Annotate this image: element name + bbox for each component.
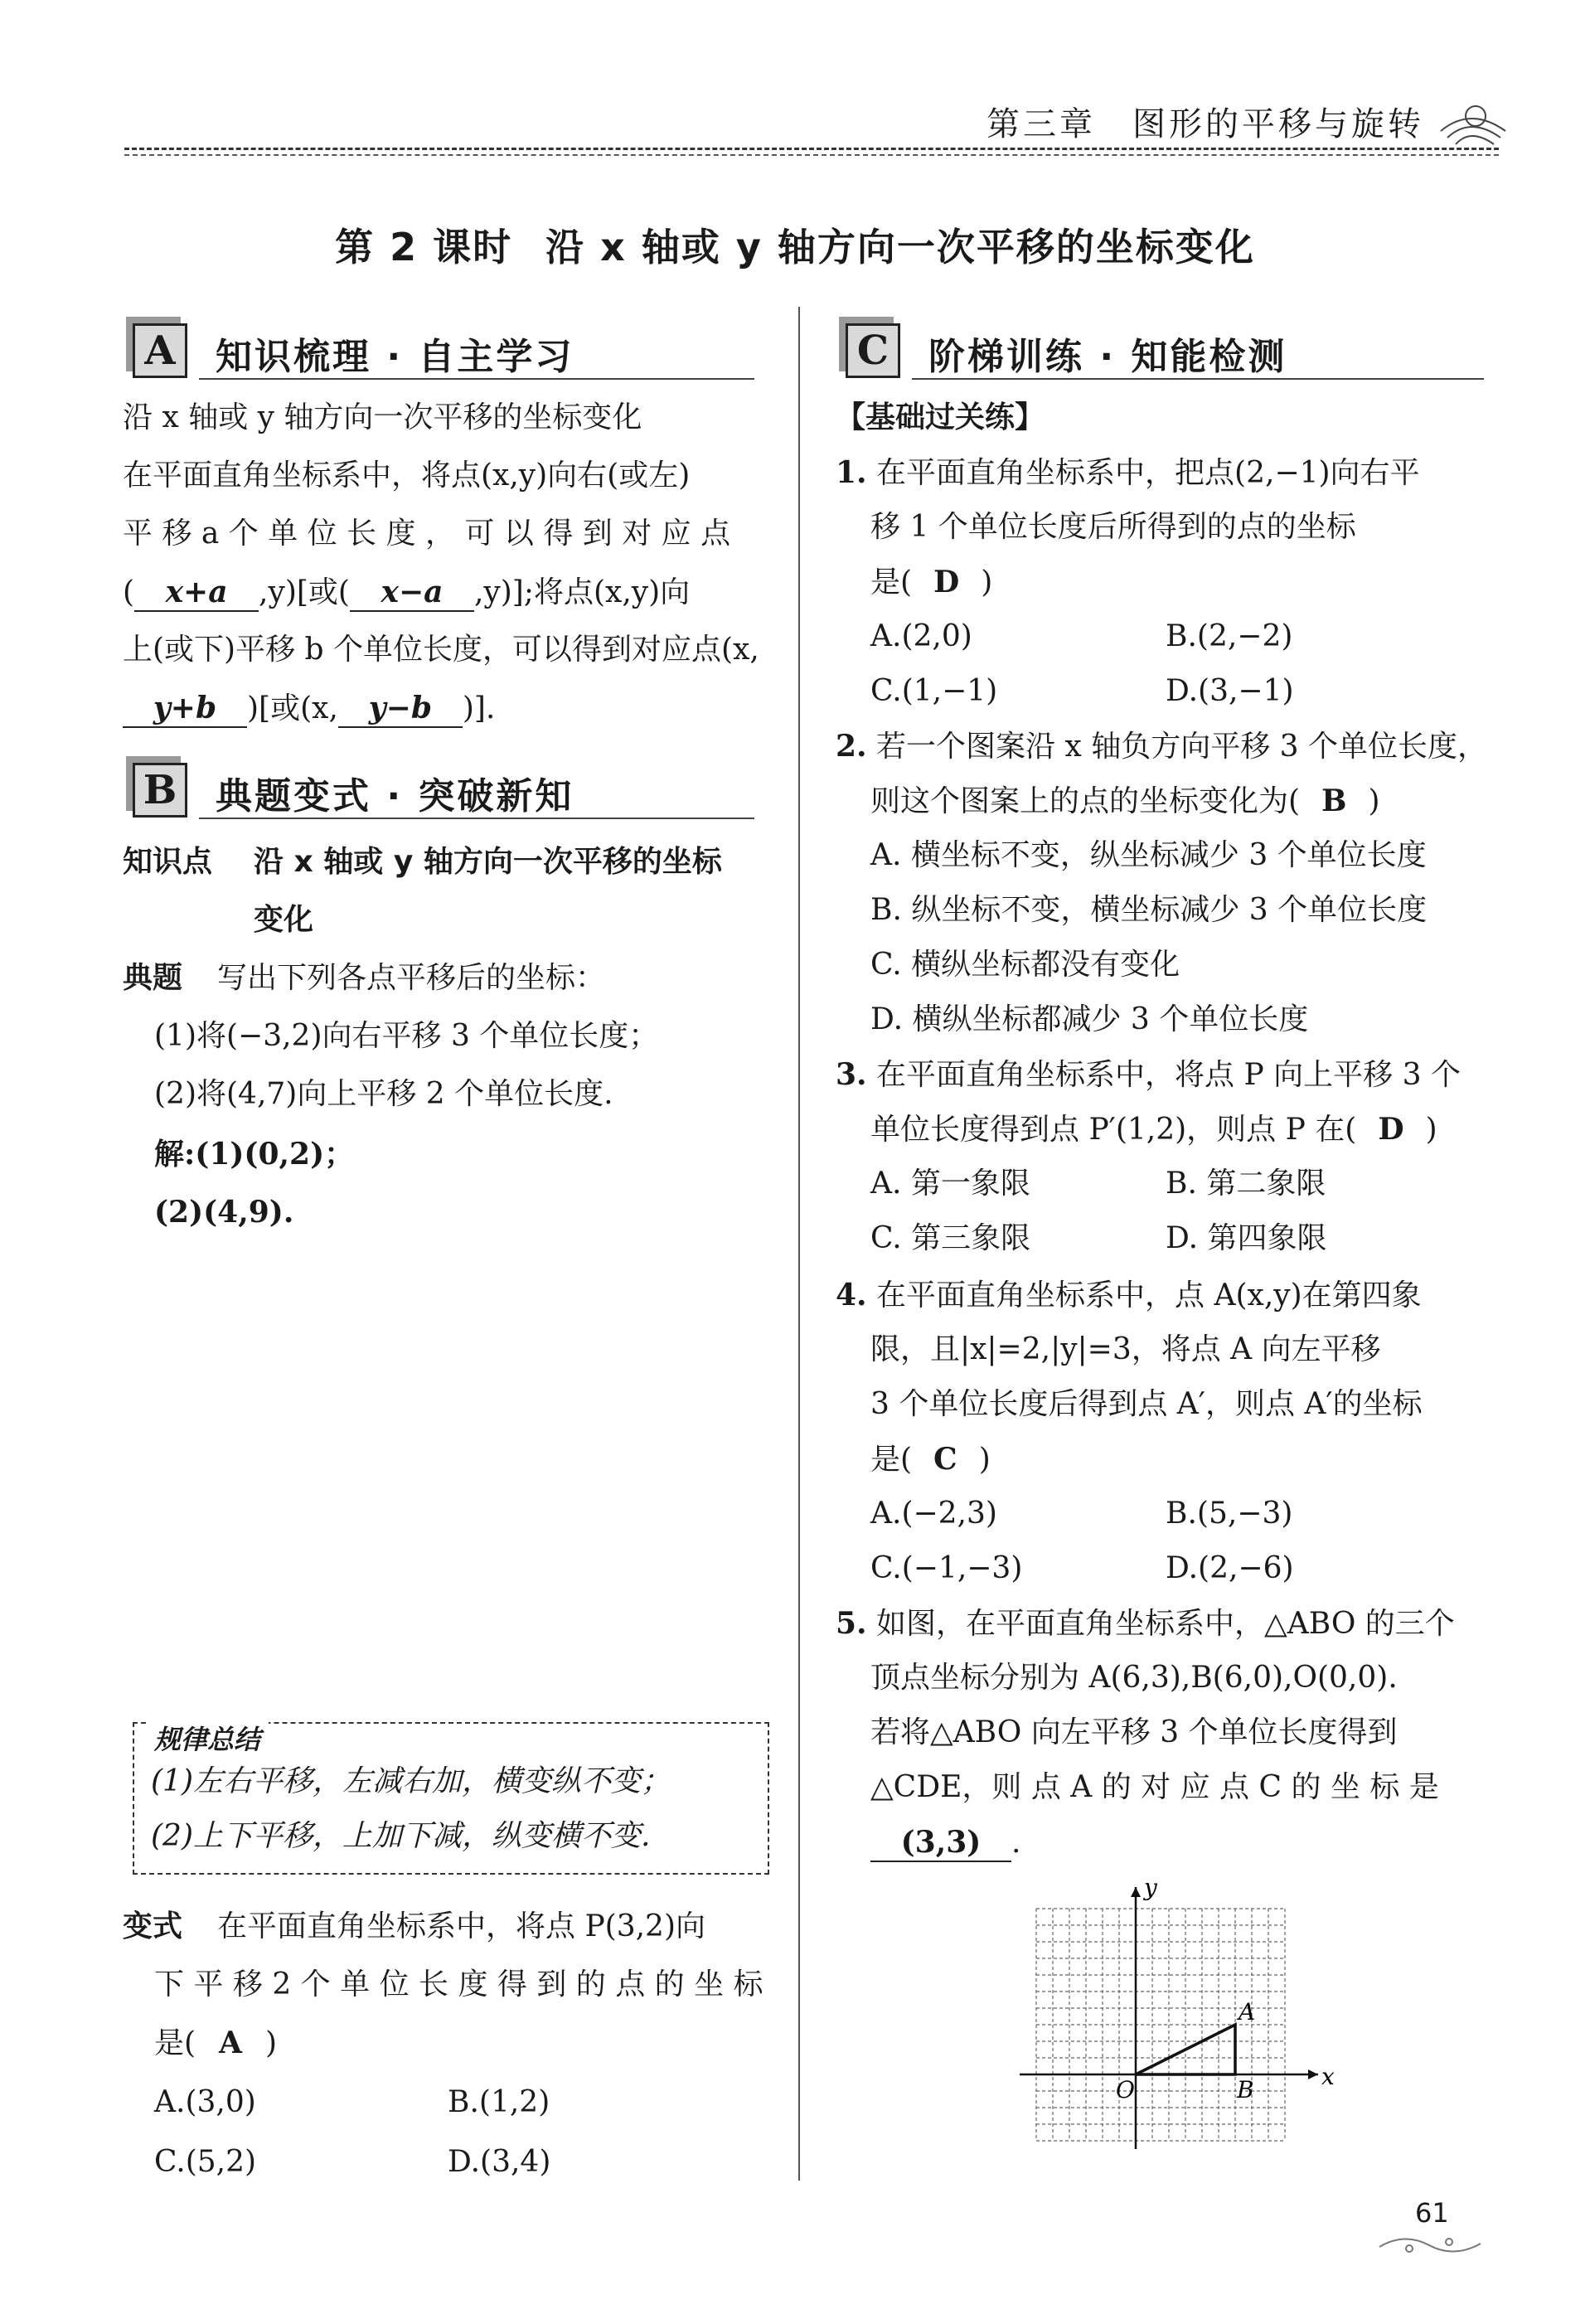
summary-box: [133, 1722, 769, 1875]
q3-option-a: A. 第一象限: [870, 1167, 1030, 1201]
q3-line1: [836, 1056, 1461, 1094]
q5-line1: [836, 1605, 1455, 1642]
header-rule: [124, 148, 1499, 150]
point-b-label: B: [1237, 2076, 1254, 2103]
q4-option-b: B.(5,−3): [1166, 1497, 1293, 1531]
variant-option-d: D.(3,4): [448, 2145, 551, 2179]
q2-option-d: D. 横纵坐标都减少 3 个单位长度: [870, 1002, 1309, 1036]
section-a-letter: A: [133, 323, 187, 378]
section-b-header: [133, 754, 754, 824]
q3-answer: D: [1378, 1112, 1404, 1147]
variant-text-1: 在平面直角坐标系中，将点 P(3,2)向: [217, 1909, 706, 1943]
q2-number: 2.: [836, 729, 867, 764]
q2-option-c: C. 横纵坐标都没有变化: [870, 948, 1180, 982]
running-head: 第三章 图形的平移与旋转: [986, 105, 1424, 143]
q5-line5: [870, 1824, 1020, 1862]
q5-line3: 若将△ABO 向左平移 3 个单位长度得到: [870, 1715, 1398, 1749]
q2-text-1: 若一个图案沿 x 轴负方向平移 3 个单位长度，: [876, 730, 1488, 764]
variant-text-2: 下 平 移 2 个 单 位 长 度 得 到 的 点 的 坐 标: [154, 1967, 763, 2001]
q1-option-a: A.(2,0): [870, 619, 972, 653]
q5-text-1: 如图，在平面直角坐标系中，△ABO 的三个: [876, 1607, 1455, 1641]
x-axis-label: x: [1321, 2063, 1335, 2090]
q4-ans-post: ): [978, 1443, 991, 1477]
section-a-line5: 上(或下)平移 b 个单位长度，可以得到对应点(x,: [123, 633, 759, 667]
q2-option-a: A. 横坐标不变，纵坐标减少 3 个单位长度: [870, 838, 1427, 872]
knowledge-point-label: 知识点: [123, 845, 213, 879]
q4-ans-pre: 是(: [870, 1443, 913, 1477]
knowledge-point-text-1: 沿 x 轴或 y 轴方向一次平移的坐标: [254, 845, 722, 879]
section-b-title: 典题变式 · 突破新知: [216, 775, 574, 818]
q5-line2: 顶点坐标分别为 A(6,3),B(6,0),O(0,0).: [870, 1661, 1398, 1695]
q1-line2: 移 1 个单位长度后所得到的点的坐标: [870, 510, 1356, 544]
q3-text-1: 在平面直角坐标系中，将点 P 向上平移 3 个: [876, 1058, 1461, 1092]
origin-label: O: [1116, 2076, 1135, 2103]
fill-blank-1: x+a: [134, 574, 259, 612]
q1-line1: [836, 454, 1420, 492]
section-a-line2: 在平面直角坐标系中，将点(x,y)向右(或左): [123, 458, 691, 492]
q2-line1: [836, 728, 1487, 765]
lesson-title: [0, 217, 1590, 272]
y-axis-arrow-icon: [1131, 1887, 1141, 1897]
q2-option-b: B. 纵坐标不变，横坐标减少 3 个单位长度: [870, 893, 1428, 927]
x-axis-arrow-icon: [1308, 2069, 1318, 2079]
q1-option-b: B.(2,−2): [1166, 619, 1293, 653]
q1-line3: [870, 564, 992, 601]
q3-ans-post: ): [1425, 1113, 1437, 1147]
variant-option-b: B.(1,2): [448, 2085, 550, 2119]
y-axis-label: y: [1144, 1875, 1157, 1901]
summary-line-2: (2)上下平移，上加下减，纵变横不变.: [151, 1819, 651, 1853]
q1-number: 1.: [836, 455, 867, 490]
q4-line2: 限，且|x|=2,|y|=3，将点 A 向左平移: [870, 1332, 1381, 1366]
fill-blank-3: y+b: [123, 690, 247, 728]
summary-line-1: (1)左右平移，左减右加，横变纵不变；: [151, 1764, 671, 1798]
q5-answer: (3,3): [870, 1824, 1011, 1862]
line4-mid: ,y)[或(: [259, 575, 350, 609]
example-text: 写出下列各点平移后的坐标：: [217, 961, 606, 995]
section-a-rule: [199, 378, 754, 380]
q5-end: .: [1011, 1826, 1021, 1860]
section-c-title: 阶梯训练 · 知能检测: [928, 336, 1287, 378]
q1-answer: D: [933, 565, 960, 599]
q1-option-d: D.(3,−1): [1166, 674, 1294, 708]
q4-line1: [836, 1277, 1422, 1314]
footer-ornament-icon: [1376, 2230, 1484, 2259]
section-c-rule: [912, 378, 1484, 380]
header-ornament-icon: [1432, 98, 1509, 148]
q2-answer: B: [1321, 784, 1347, 818]
q1-ans-pre: 是(: [870, 565, 913, 599]
variant-answer-pre: 是(: [154, 2026, 196, 2060]
q4-option-d: D.(2,−6): [1166, 1551, 1294, 1585]
lesson-number: 第 2 课时: [335, 225, 513, 269]
variant-option-c: C.(5,2): [154, 2145, 257, 2179]
variant-option-a: A.(3,0): [154, 2085, 256, 2119]
q5-line4: △CDE，则 点 A 的 对 应 点 C 的 坐 标 是: [870, 1770, 1439, 1804]
section-c-letter: C: [846, 323, 900, 378]
q2-ans-post: ): [1368, 784, 1380, 818]
variant-text-3: [154, 2025, 277, 2062]
q3-number: 3.: [836, 1057, 867, 1092]
section-a-line3: 平 移 a 个 单 位 长 度 ， 可 以 得 到 对 应 点: [123, 517, 731, 551]
q5-number: 5.: [836, 1606, 867, 1641]
q4-option-c: C.(−1,−3): [870, 1551, 1023, 1585]
q4-text-1: 在平面直角坐标系中，点 A(x,y)在第四象: [876, 1278, 1422, 1312]
page-number: 61: [1415, 2197, 1449, 2229]
section-a-line4: [123, 574, 690, 612]
q1-ans-post: ): [981, 565, 993, 599]
header-rule-secondary: [124, 154, 1499, 156]
q4-line3: 3 个单位长度后得到点 A′，则点 A′的坐标: [870, 1387, 1423, 1421]
q4-line4: [870, 1441, 991, 1478]
fill-blank-2: x−a: [350, 574, 474, 612]
line4-post: ,y)];将点(x,y)向: [473, 575, 691, 609]
q2-ans-pre: 则这个图案上的点的坐标变化为(: [870, 784, 1301, 818]
q3-ans-pre: 单位长度得到点 P′(1,2)，则点 P 在(: [870, 1113, 1357, 1147]
q3-option-b: B. 第二象限: [1166, 1167, 1326, 1201]
variant-label: 变式: [123, 1909, 183, 1943]
section-b-rule: [199, 818, 754, 819]
section-a-line1: 沿 x 轴或 y 轴方向一次平移的坐标变化: [123, 400, 642, 434]
q5-coordinate-figure: [1003, 1875, 1351, 2157]
point-a-label: A: [1239, 1998, 1256, 2026]
column-divider: [798, 307, 800, 2181]
line4-pre: (: [123, 575, 135, 609]
q4-answer: C: [933, 1442, 957, 1477]
example-q2: (2)将(4,7)向上平移 2 个单位长度.: [154, 1077, 613, 1111]
example-answer-1: 解:(1)(0,2)；: [154, 1137, 355, 1172]
example-answer-2: (2)(4,9).: [154, 1195, 294, 1230]
q4-option-a: A.(−2,3): [870, 1497, 997, 1531]
line6-post: )].: [462, 691, 496, 725]
q4-number: 4.: [836, 1278, 867, 1312]
q3-line2: [870, 1111, 1437, 1148]
variant-answer-post: ): [264, 2026, 278, 2060]
q1-text-1: 在平面直角坐标系中，把点(2,−1)向右平: [876, 456, 1420, 490]
basic-practice-subhead: 【基础过关练】: [836, 400, 1045, 434]
section-a-line6: [123, 690, 495, 728]
variant-answer: A: [219, 2026, 242, 2060]
section-c-header: [846, 315, 1484, 385]
q2-line2: [870, 783, 1380, 820]
fill-blank-4: y−b: [338, 690, 463, 728]
summary-title: 规律总结: [146, 1719, 269, 1757]
example-q1: (1)将(−3,2)向右平移 3 个单位长度；: [154, 1019, 659, 1053]
q3-option-d: D. 第四象限: [1166, 1221, 1327, 1255]
line6-mid: )[或(x,: [247, 691, 338, 725]
lesson-title-text: 沿 x 轴或 y 轴方向一次平移的坐标变化: [545, 225, 1255, 269]
example-label: 典题: [123, 961, 183, 995]
knowledge-point-text-2: 变化: [254, 903, 314, 937]
q1-option-c: C.(1,−1): [870, 674, 998, 708]
section-a-title: 知识梳理 · 自主学习: [216, 336, 574, 378]
section-a-header: [133, 315, 754, 385]
section-b-letter: B: [133, 763, 187, 818]
q3-option-c: C. 第三象限: [870, 1221, 1031, 1255]
